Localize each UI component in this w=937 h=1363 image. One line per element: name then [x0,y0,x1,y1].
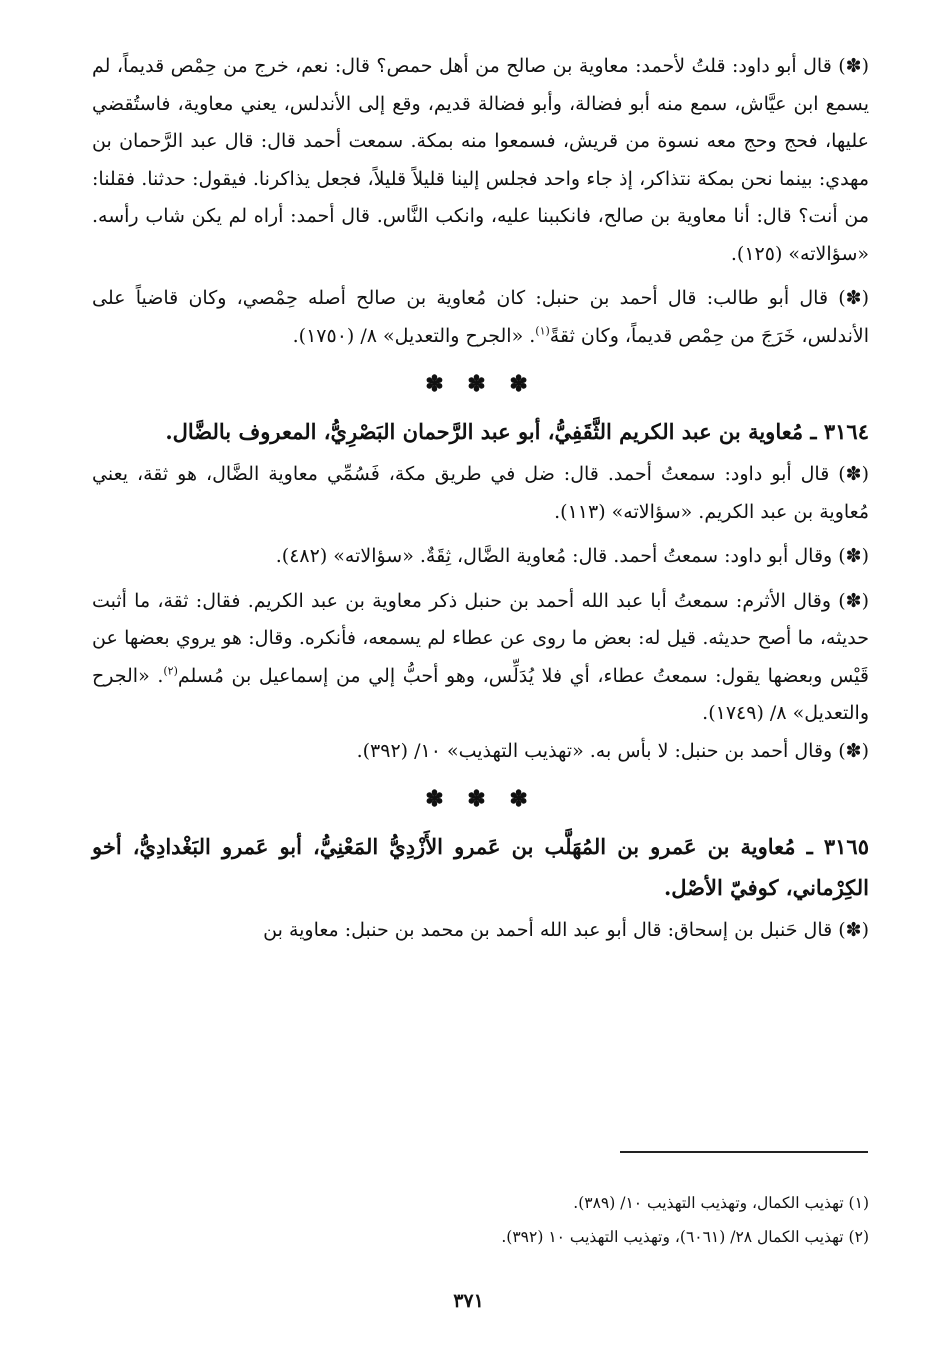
entry-3165-paragraph-1: (✽) قال حَنبل بن إسحاق: قال أبو عبد الله أحمد بن محمد بن حنبل: معاوية بن [263,919,869,941]
paragraph-abu-talib [92,280,869,355]
entry-heading-3165: ٣١٦٥ ـ مُعاوية بن عَمرو بن المُهَلَّب بن عَمرو الأَزْدِيُّ المَعْنِيُّ، أبو عَمرو البَغْدادِيُّ، أخو الكِرْماني، كوفيّ الأصْل. [92,834,869,900]
footnote-divider [620,1151,868,1153]
entry-3164-paragraph-3-text: (✽) وقال الأثرم: سمعتُ أبا عبد الله أحمد بن حنبل ذكر معاوية بن عبد الكريم. فقال: ثقة، ما أثبت حديثه، ما أصح حديثه. قيل له: بعض ما روى عن عطاء لم يسمعه، فأنكره. وقال: هو يروي بعضها عن قَيْس وبعضها يقول: سمعتُ عطاء، أي فلا يُدَلِّس، وهو أحبُّ إلي من إسماعيل بن مُسلم [92,589,869,687]
page-number: ٣٧١ [453,1290,484,1312]
footnote-ref-1: (١) [535,324,550,338]
paragraph-abu-talib-text: (✽) قال أبو طالب: قال أحمد بن حنبل: كان مُعاوية بن صالح أصله حِمْصي، وكان قاضياً على الأندلس، خَرَجَ من حِمْص قديماً، وكان ثقةً [92,287,869,347]
section-separator: ✽ ✽ ✽ [425,371,536,397]
entry-3164-paragraph-3-source: . «الجرح والتعديل» ٨/ (١٧٤٩). [92,664,869,724]
entry-heading-3164: ٣١٦٤ ـ مُعاوية بن عبد الكريم الثَّقَفِيُّ، أبو عبد الرَّحمان البَصْرِيُّ، المعروف بالضَّال. [165,419,869,444]
footnote-ref-2: (٢) [163,664,178,678]
footnote-1: (١) تهذيب الكمال، وتهذيب التهذيب ١٠/ (٣٨٩). [573,1194,869,1212]
entry-3164-paragraph-3 [92,583,869,733]
entry-3164-paragraph-4: (✽) وقال أحمد بن حنبل: لا بأس به. «تهذيب التهذيب» ١٠/ (٣٩٢). [356,739,869,762]
paragraph-abu-talib-source: . «الجرح والتعديل» ٨/ (١٧٥٠). [292,324,536,347]
paragraph-abu-dawud-muawiya-ibn-salih: (✽) قال أبو داود: قلتُ لأحمد: معاوية بن صالح من أهل حمص؟ قال: نعم، خرج من حِمْص قديماً، لم يسمع ابن عيَّاش، سمع منه أبو فضالة، وأبو فضالة قديم، وقع إلى الأندلس، يعني معاوية، فاستُقضي عليها، فحج وحج معه نسوة من قريش، فسمعوا منه بمكة. سمعت أحمد قال: قال عبد الرَّحمان بن مهدي: بينما نحن بمكة نتذاكر، إذ جاء واحد فجلس إلينا قليلاً قليلاً، فجعل يذاكرنا. فيقول: حدثنا. فقلنا: من أنت؟ قال: أنا معاوية بن صالح، فانكببنا عليه، وانكب النَّاس. قال أحمد: أراه لم يكن شاب رأسه. «سؤالاته» (١٢٥). [92,55,869,265]
footnotes [92,1186,869,1254]
footnote-2: (٢) تهذيب الكمال ٢٨/ (٦٠٦١)، وتهذيب التهذيب ١٠ (٣٩٢). [501,1228,869,1246]
section-separator-2: ✽ ✽ ✽ [425,786,536,812]
entry-3164-paragraph-2: (✽) وقال أبو داود: سمعتُ أحمد. قال: مُعاوية الضَّال، ثِقَةٌ. «سؤالاته» (٤٨٢). [275,545,869,567]
entry-3164-paragraph-1: (✽) قال أبو داود: سمعتُ أحمد. قال: ضل في طريق مكة، فَسُمِّي معاوية الضَّال، هو ثقة، يعني مُعاوية بن عبد الكريم. «سؤالاته» (١١٣). [92,463,869,523]
